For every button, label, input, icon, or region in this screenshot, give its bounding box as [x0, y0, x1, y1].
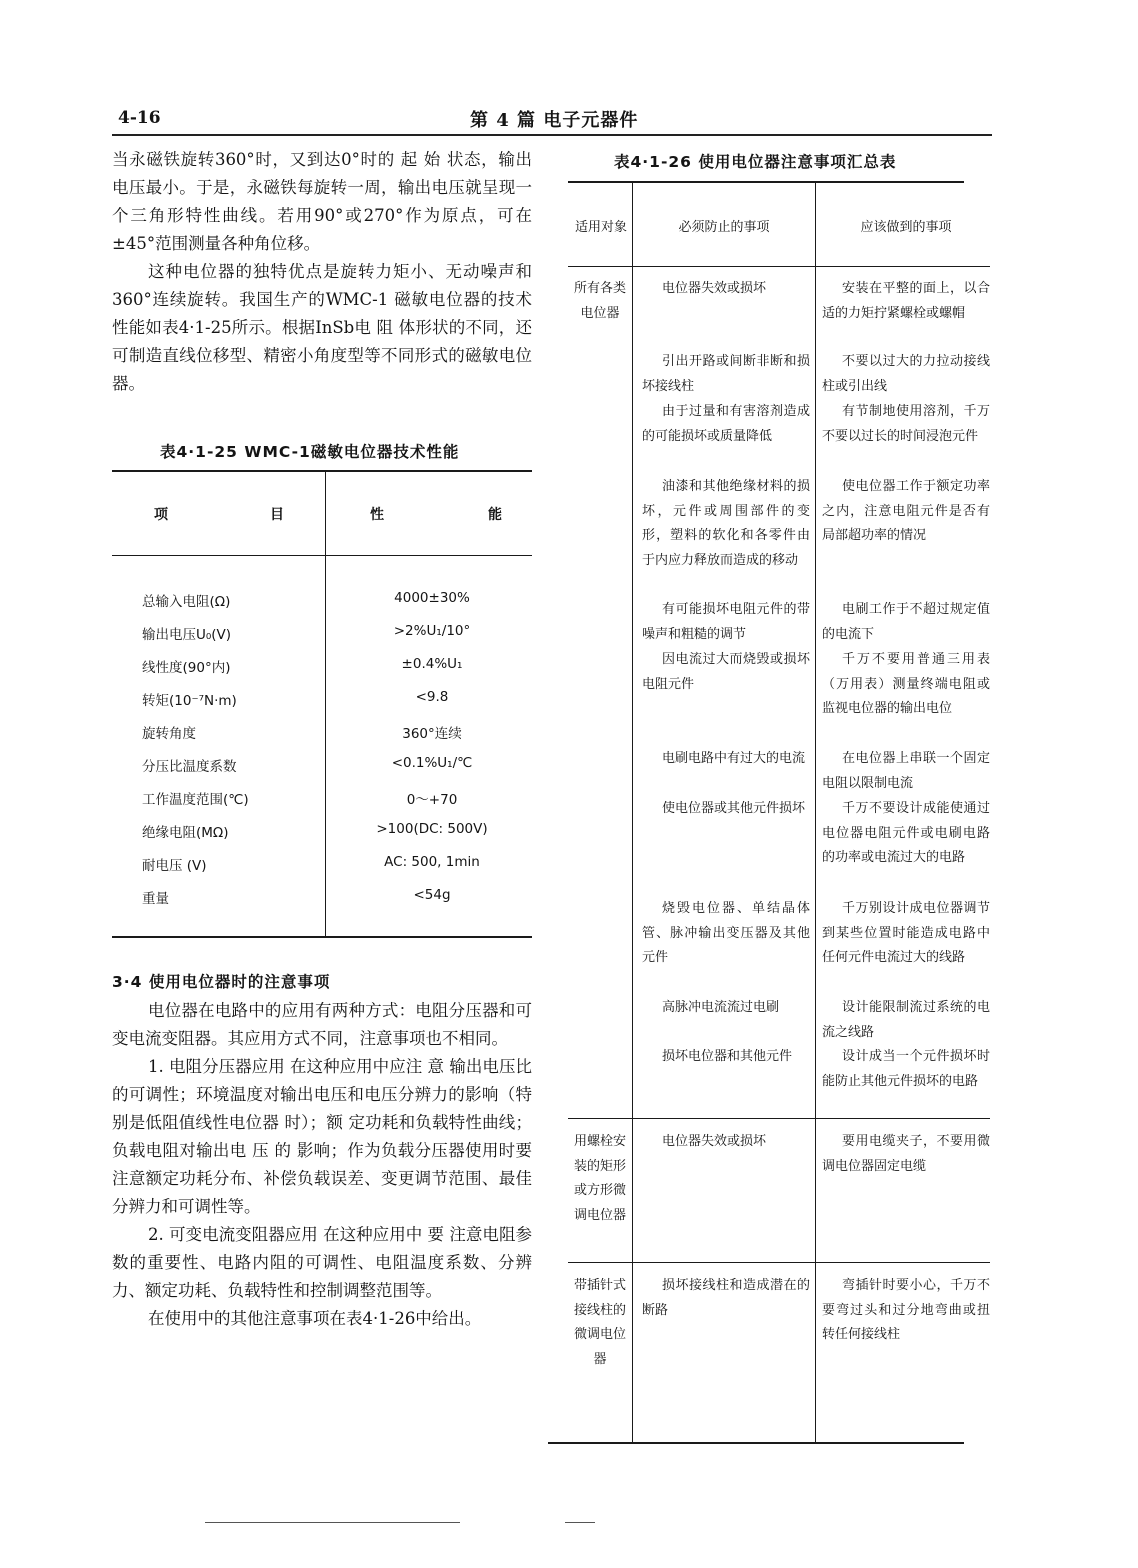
table-25-row: [142, 887, 532, 920]
section-heading: 3·4 使用电位器时的注意事项: [112, 973, 331, 991]
table-25-item: 绝缘电阻(MΩ): [142, 825, 229, 841]
table-25-row: [142, 722, 532, 755]
table-25-value: AC: 500, 1min: [384, 854, 480, 870]
table-26-do: 弯插针时要小心，千万不要弯过头和过分地弯曲或扭转任何接线柱: [822, 1278, 990, 1342]
table-26-do: 千万不要用普通三用表（万用表）测量终端电阻或监视电位器的输出电位: [822, 652, 990, 716]
table-26-object: 带插针式接线柱的微调电位器: [573, 1278, 626, 1367]
table-25-item: 重量: [142, 891, 169, 907]
table-25-header-item-b: 目: [270, 507, 284, 523]
header-rule: [112, 134, 992, 136]
table-25-row: [142, 623, 532, 656]
table-26-prevent: 高脉冲电流流过电刷: [662, 1000, 780, 1015]
table-25-row: [142, 656, 532, 689]
table-25-item: 耐电压 (V): [142, 858, 207, 874]
table-26-object: 所有各类电位器: [573, 281, 626, 321]
table-26-do: 要用电缆夹子，不要用微调电位器固定电缆: [822, 1134, 990, 1174]
table-25-bottom-rule: [112, 936, 532, 938]
table-25-row: [142, 689, 532, 722]
table-25-item: 输出电压U₀(V): [142, 627, 232, 643]
table-26-do: 设计成当一个元件损坏时能防止其他元件损坏的电路: [822, 1049, 990, 1089]
table-26-do: 千万不要设计成能使通过电位器电阻元件或电刷电路的功率或电流过大的电路: [822, 801, 990, 865]
table-25-item: 线性度(90°内): [142, 660, 231, 676]
table-25-value: <0.1%U₁/℃: [391, 755, 473, 771]
table-25-value: <9.8: [415, 689, 449, 705]
table-26-do: 设计能限制流过系统的电流之线路: [822, 1000, 990, 1040]
table-26-divider-1: [632, 183, 633, 1442]
table-25-row: [142, 755, 532, 788]
table-25-top-rule: [112, 470, 532, 472]
chapter-title: 第 4 篇 电子元器件: [470, 110, 639, 131]
table-25-row: [142, 788, 532, 821]
table-25-item: 总输入电阻(Ω): [142, 594, 231, 610]
table-25-value: >2%U₁/10°: [393, 623, 471, 639]
intro-text: [112, 146, 532, 398]
table-26-do: 电刷工作于不超过规定值的电流下: [822, 602, 990, 642]
table-26-object: 用螺栓安装的矩形或方形微调电位器: [573, 1134, 626, 1223]
table-26-prevent: 使电位器或其他元件损坏: [662, 801, 806, 816]
table-25-header-perf-a: 性: [370, 507, 384, 523]
section-paragraph-4: 在使用中的其他注意事项在表4·1-26中给出。: [148, 1309, 482, 1328]
section-paragraph-2: 1. 电阻分压器应用 在这种应用中应注 意 输出电压比的可调性；环境温度对输出电压和电压分辨力的影响（特别是低阻值线性电位器 时）；额 定功耗和负载特性曲线；负载电阻对输出电 压 的 影响；作为负载分压器使用时要注意额定功耗分布、补偿负载误差、变更调节范围、最佳分辨力和可调性等。: [112, 1057, 532, 1216]
table-26-prevent: 引出开路或间断非断和损坏接线柱: [642, 354, 810, 394]
table-25-value: 4000±30%: [394, 590, 470, 606]
table-25-item: 工作温度范围(℃): [142, 792, 249, 808]
section-paragraph-3: 2. 可变电流变阻器应用 在这种应用中 要 注意电阻参数的重要性、电路内阻的可调性、电阻温度系数、分辨力、额定功耗、负载特性和控制调整范围等。: [112, 1225, 532, 1300]
table-25-value: <54g: [413, 887, 451, 903]
table-26-title: 表4·1-26 使用电位器注意事项汇总表: [614, 153, 897, 171]
table-26-do: 在电位器上串联一个固定电阻以限制电流: [822, 751, 990, 791]
section-paragraph-1: 电位器在电路中的应用有两种方式：电阻分压器和可变电流变阻器。其应用方式不同，注意事项也不相同。: [112, 1001, 532, 1048]
table-25-title: 表4·1-25 WMC-1磁敏电位器技术性能: [160, 443, 460, 461]
bottom-scan-mark: [565, 1522, 595, 1523]
table-26-do: 使电位器工作于额定功率之内，注意电阻元件是否有局部超功率的情况: [822, 479, 990, 543]
table-25-value: >100(DC: 500V): [376, 821, 488, 837]
table-26-prevent: 电刷电路中有过大的电流: [662, 751, 806, 766]
table-26-divider-2: [815, 183, 816, 1442]
table-26-bottom-rule: [548, 1442, 964, 1444]
table-26-do: 千万别设计成电位器调节到某些位置时能造成电路中任何元件电流过大的线路: [822, 901, 990, 965]
table-25-item: 转矩(10⁻⁷N·m): [142, 693, 237, 709]
table-25-value: ±0.4%U₁: [401, 656, 463, 672]
table-25-row: [142, 821, 532, 854]
table-26-do: 有节制地使用溶剂，千万不要以过长的时间浸泡元件: [822, 404, 990, 444]
table-26-prevent: 油漆和其他绝缘材料的损坏，元件或周围部件的变形，塑料的软化和各零件由于内应力释放而造成的移动: [642, 479, 810, 568]
table-26-prevent: 电位器失效或损坏: [662, 1134, 767, 1149]
table-26-prevent: 由于过量和有害溶剂造成的可能损坏或质量降低: [642, 404, 810, 444]
table-25-header-perf-b: 能: [488, 507, 502, 523]
table-25-row: [142, 854, 532, 887]
table-26-header-object: 适用对象: [574, 220, 627, 235]
table-26-prevent: 烧毁电位器、单结晶体管、脉冲输出变压器及其他元件: [642, 901, 810, 965]
table-26-prevent: 损坏电位器和其他元件: [662, 1049, 793, 1064]
table-26-header-do: 应该做到的事项: [860, 220, 952, 235]
intro-paragraph-1: 当永磁铁旋转360°时，又到达0°时的 起 始 状态，输出电压最小。于是，永磁铁每旋转一周，输出电压就呈现一个三角形特性曲线。若用90°或270°作为原点，可在±45°范围测量各种角位移。: [112, 150, 532, 253]
table-26-prevent: 电位器失效或损坏: [662, 281, 767, 296]
page-number: 4-16: [118, 108, 161, 128]
intro-paragraph-2: 这种电位器的独特优点是旋转力矩小、无动噪声和360°连续旋转。我国生产的WMC-1 磁敏电位器的技术性能如表4·1-25所示。根据InSb电 阻 体形状的不同，还可制造直线位移型、精密小角度型等不同形式的磁敏电位器。: [112, 262, 532, 393]
table-26-header-prevent: 必须防止的事项: [678, 220, 770, 235]
table-26-prevent: 有可能损坏电阻元件的带噪声和粗糙的调节: [642, 602, 810, 642]
table-25-header-rule: [112, 555, 532, 556]
table-26-prevent: 损坏接线柱和造成潜在的断路: [642, 1278, 810, 1318]
bottom-scan-line: [205, 1522, 460, 1523]
table-26-prevent: 因电流过大而烧毁或损坏电阻元件: [642, 652, 810, 692]
table-25-row: [142, 590, 532, 623]
section-text: [112, 997, 532, 1333]
table-26-top-rule: [568, 181, 964, 183]
table-25-value: 360°连续: [402, 726, 462, 742]
table-25-item: 分压比温度系数: [142, 759, 237, 775]
table-26-do: 不要以过大的力拉动接线柱或引出线: [822, 354, 990, 394]
table-25-item: 旋转角度: [142, 726, 196, 742]
table-25-header-item-a: 项: [154, 507, 168, 523]
table-26-do: 安装在平整的面上，以合适的力矩拧紧螺栓或螺帽: [822, 281, 990, 321]
table-25-value: 0～+70: [406, 792, 458, 808]
